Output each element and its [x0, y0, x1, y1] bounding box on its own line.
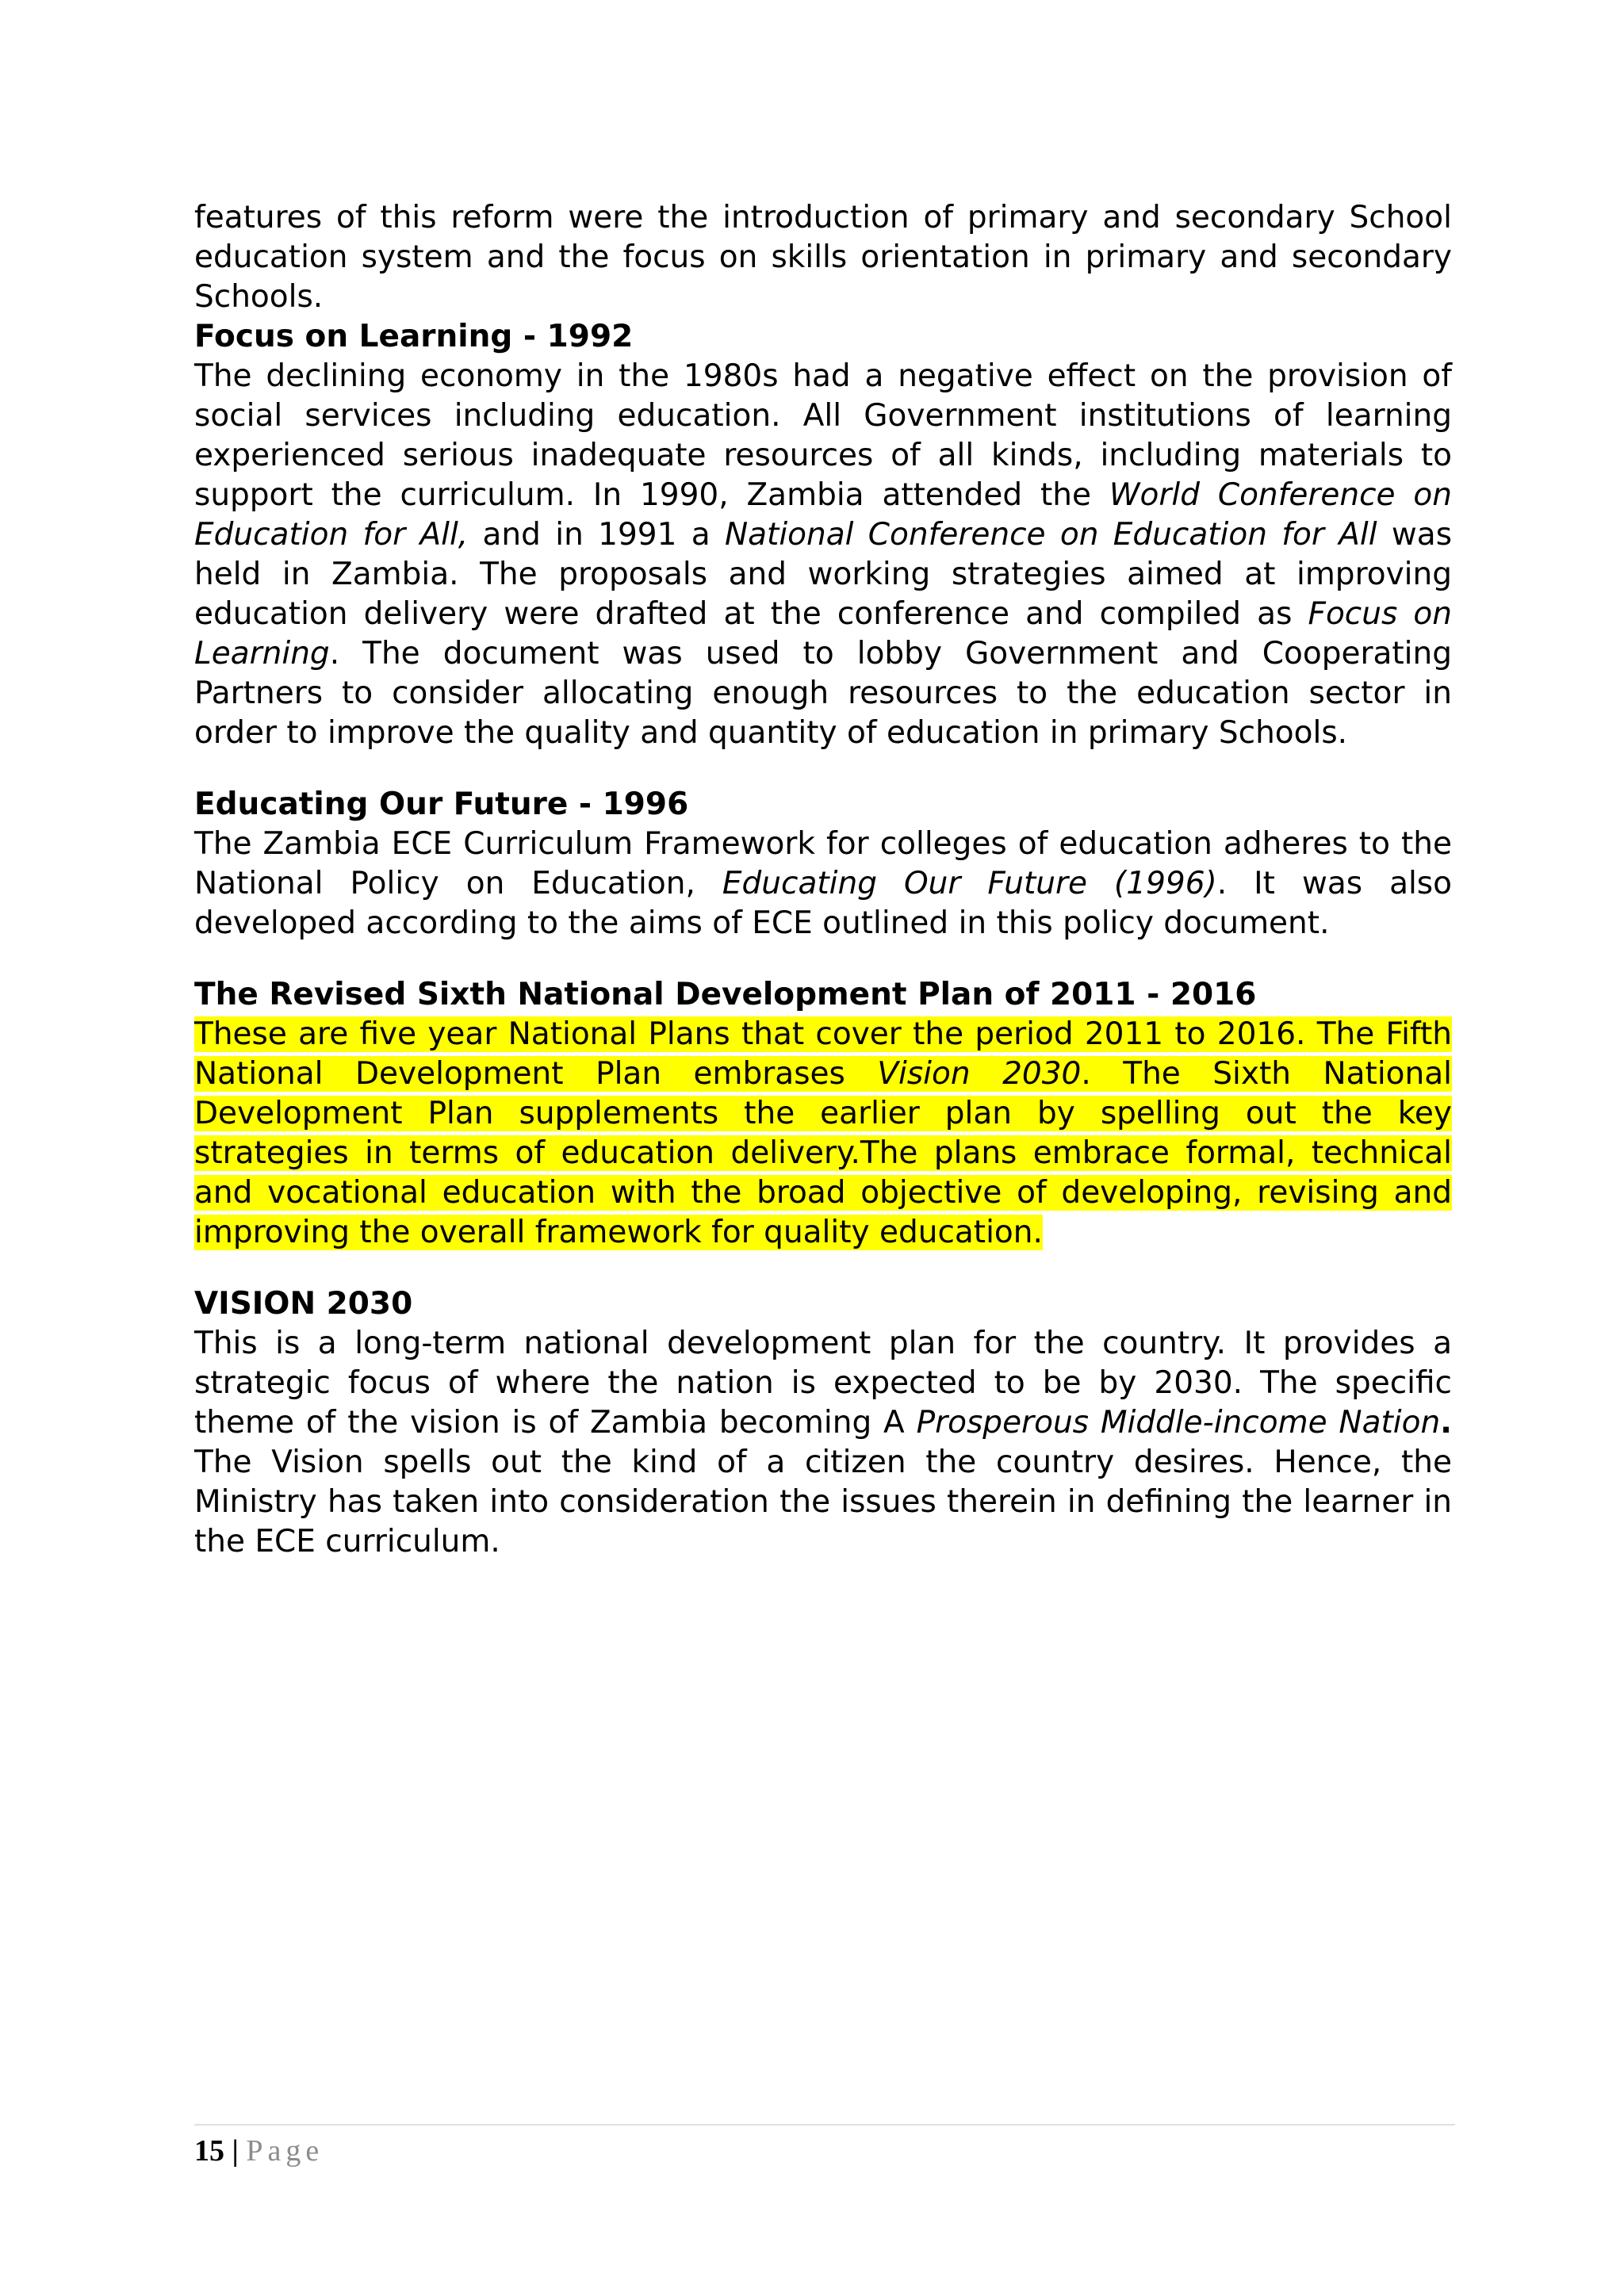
educating-our-future-heading: Educating Our Future - 1996	[194, 786, 689, 822]
footer-divider	[194, 2124, 1455, 2126]
intro-paragraph: features of this reform were the introduction of primary and secondary School education system and the focus on skills orientation in primary and secondary Schools.	[194, 200, 1452, 315]
focus-on-learning-heading: Focus on Learning - 1992	[194, 319, 634, 354]
italic-world-conference: World Conference on Education for All,	[194, 477, 1453, 553]
footer-separator: |	[224, 2134, 247, 2168]
page-footer	[194, 2131, 324, 2171]
highlighted-text: These are five year National Plans that cover the period 2011 to 2016. The Fifth National Development Plan embrases Vision 2030. The Sixth National Development Plan supplements the earlier plan by spelling out the key strategies in terms of education delivery.The plans embrace formal, technical and vocational education with the broad objective of developing, revising and improving the overall framework for quality education.	[194, 1016, 1452, 1250]
page-label: Page	[246, 2134, 324, 2168]
italic-prosperous-nation: Prosperous Middle-income Nation	[916, 1405, 1441, 1441]
educating-our-future-paragraph: The Zambia ECE Curriculum Framework for colleges of education adheres to the National Policy on Education, Educating Our Future (1996). It was also developed according to the aims of ECE outlined in this policy document.	[194, 826, 1452, 941]
page-number: 15	[194, 2134, 224, 2168]
sixth-ndp-paragraph	[194, 1015, 1452, 1253]
italic-educating-our-future: Educating Our Future (1996)	[722, 866, 1217, 901]
vision-2030-heading: VISION 2030	[194, 1286, 413, 1322]
italic-national-conference: National Conference on Education for All	[724, 517, 1377, 553]
italic-focus-on-learning: Focus on Learning	[194, 596, 1452, 672]
vision-2030-paragraph: This is a long-term national development plan for the country. It provides a strategic focus of where the nation is expected to be by 2030. The specific theme of the vision is of Zambia becoming A Prosperous Middle-income Nation. The Vision spells out the kind of a citizen the country desires. Hence, the Ministry has taken into consideration the issues therein in defining the learner in the ECE curriculum.	[194, 1326, 1452, 1559]
document-body	[194, 198, 1452, 1562]
sixth-ndp-heading: The Revised Sixth National Development Plan of 2011 - 2016	[194, 977, 1257, 1012]
italic-vision-2030: Vision 2030	[877, 1056, 1082, 1092]
focus-on-learning-paragraph: The declining economy in the 1980s had a negative effect on the provision of social services including education. All Government institutions of learning experienced serious inadequate resources of all kinds, including materials to support the curriculum. In 1990, Zambia attended the World Conference on Education for All, and in 1991 a National Conference on Education for All was held in Zambia. The proposals and working strategies aimed at improving education delivery were drafted at the conference and compiled as Focus on Learning. The document was used to lobby Government and Cooperating Partners to consider allocating enough resources to the education sector in order to improve the quality and quantity of education in primary Schools.	[194, 358, 1453, 751]
